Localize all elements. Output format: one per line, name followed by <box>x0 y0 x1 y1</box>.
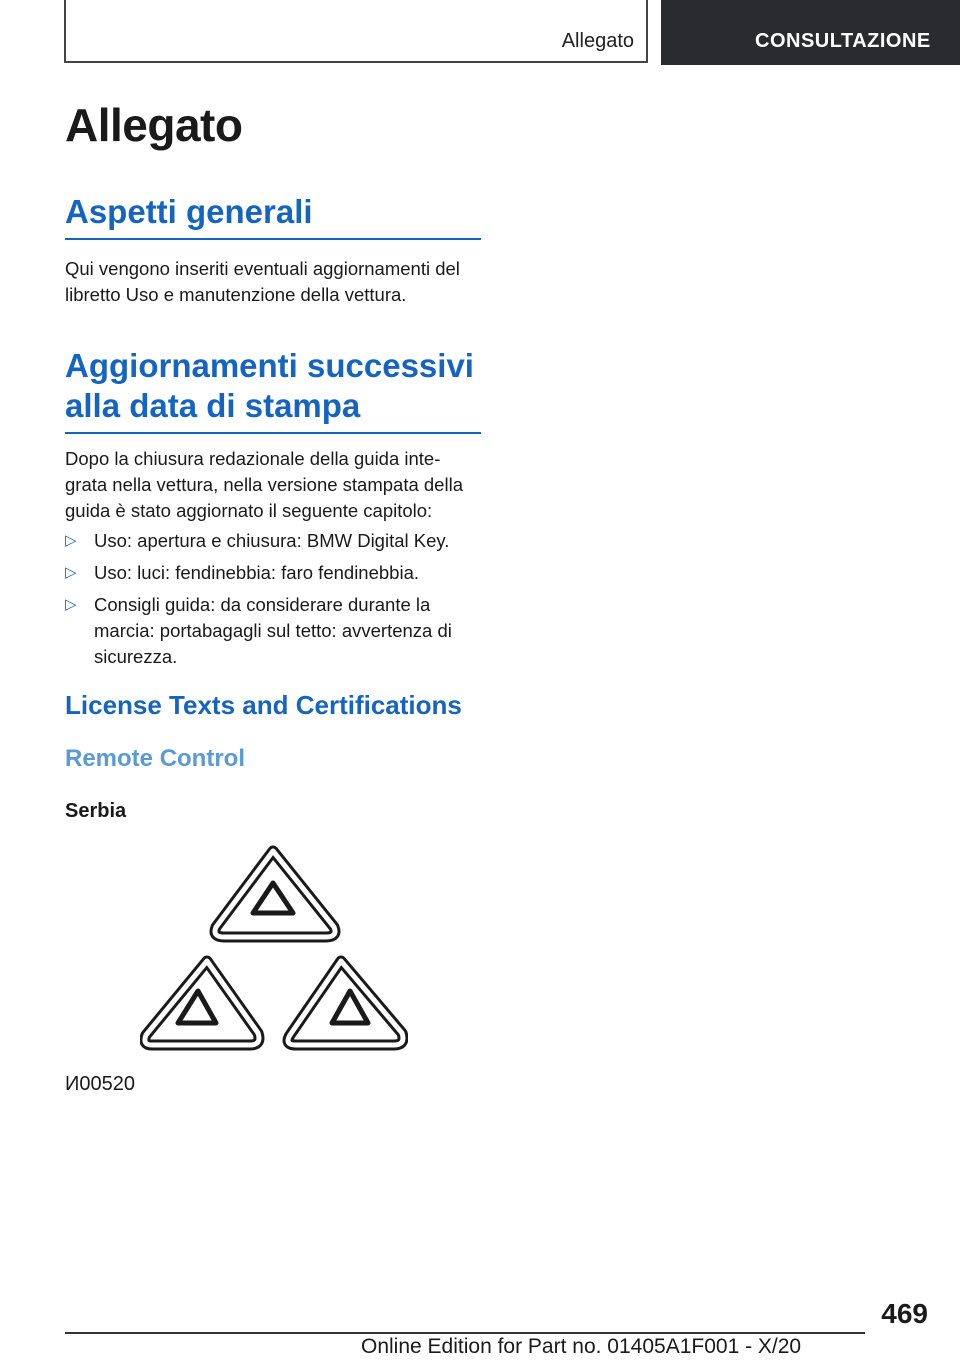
heading-updates-line1: Aggiornamenti successivi <box>65 347 474 384</box>
heading-updates <box>65 346 481 434</box>
heading-country: Serbia <box>65 800 127 822</box>
list-item-text: Consigli guida: da considerare durante la marcia: portabagagli sul tetto: avvertenza di sicurezza. <box>94 594 452 667</box>
triangle-bullet-icon: ▷ <box>65 532 77 549</box>
chapter-title: Allegato <box>65 99 243 151</box>
approval-code: И00520 <box>65 1073 135 1095</box>
heading-general: Aspetti generali <box>65 192 481 240</box>
heading-updates-line2: alla data di stampa <box>65 387 361 424</box>
general-body: Qui vengono inseriti eventuali aggiornamenti del libretto Uso e manutenzione della vettura. <box>65 258 460 305</box>
triangle-bullet-icon: ▷ <box>65 564 77 581</box>
header-section-label: Allegato <box>561 30 634 52</box>
list-item <box>65 560 481 586</box>
list-item <box>65 592 481 670</box>
heading-remote-control: Remote Control <box>65 745 245 772</box>
footer-divider <box>65 1332 865 1334</box>
updates-body: Dopo la chiusura redazionale della guida inte-grata nella vettura, nella versione stampata della guida è stato aggiornato il seguente capitolo: <box>65 448 463 521</box>
header-chapter-label: CONSULTAZIONE <box>755 30 931 52</box>
list-item-text: Uso: apertura e chiusura: BMW Digital Key. <box>94 530 450 551</box>
triangle-bullet-icon: ▷ <box>65 596 77 613</box>
list-item-text: Uso: luci: fendinebbia: faro fendinebbia. <box>94 562 419 583</box>
header-section-box <box>64 0 648 63</box>
serbia-certification-logo-icon <box>140 843 408 1055</box>
heading-license: License Texts and Certifications <box>65 690 462 720</box>
footer-edition-text: Online Edition for Part no. 01405A1F001 - X/20 <box>361 1335 802 1358</box>
list-item <box>65 528 481 554</box>
header-chapter-tab[interactable] <box>661 0 960 65</box>
page-number: 469 <box>881 1298 928 1329</box>
